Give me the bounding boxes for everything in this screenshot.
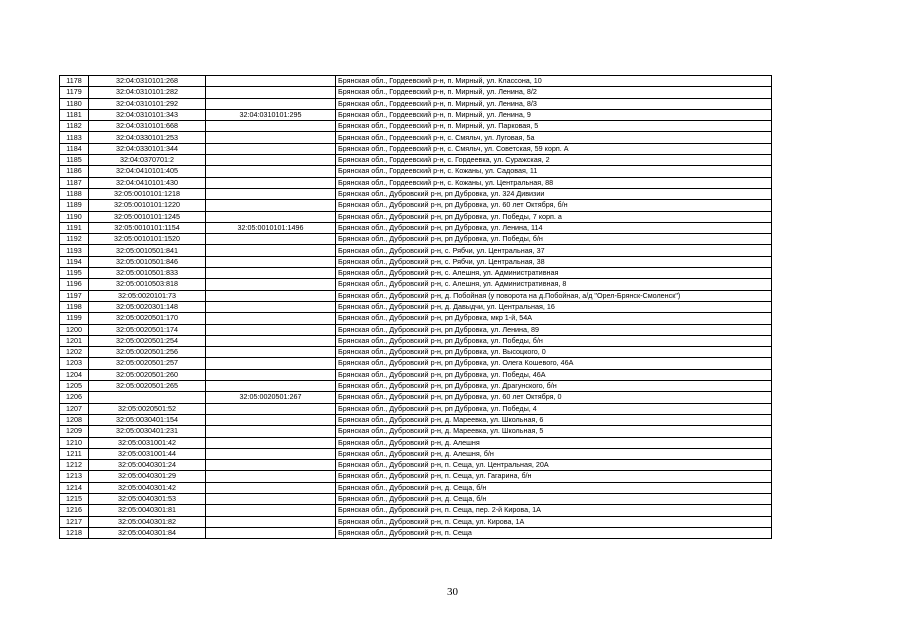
row-number-cell: 1192 xyxy=(60,234,89,245)
linked-cadastral-number-cell xyxy=(206,98,336,109)
address-cell: Брянская обл., Дубровский р-н, рп Дубровка, ул. Победы, 7 корп. а xyxy=(336,211,772,222)
cadastral-number-cell xyxy=(89,392,206,403)
table-row xyxy=(60,301,772,312)
row-number-cell: 1202 xyxy=(60,347,89,358)
row-number-cell: 1195 xyxy=(60,268,89,279)
cadastral-number-cell: 32:05:0020501:256 xyxy=(89,347,206,358)
address-cell: Брянская обл., Дубровский р-н, д. Сеща, б/н xyxy=(336,493,772,504)
table-row xyxy=(60,121,772,132)
table-row xyxy=(60,392,772,403)
cadastral-number-cell: 32:05:0040301:53 xyxy=(89,493,206,504)
address-cell: Брянская обл., Дубровский р-н, с. Рябчи, ул. Центральная, 37 xyxy=(336,245,772,256)
row-number-cell: 1209 xyxy=(60,426,89,437)
linked-cadastral-number-cell xyxy=(206,437,336,448)
linked-cadastral-number-cell xyxy=(206,426,336,437)
row-number-cell: 1179 xyxy=(60,87,89,98)
cadastral-number-cell: 32:04:0410101:430 xyxy=(89,177,206,188)
cadastral-number-cell: 32:05:0040301:84 xyxy=(89,527,206,538)
row-number-cell: 1189 xyxy=(60,200,89,211)
table-row xyxy=(60,177,772,188)
row-number-cell: 1198 xyxy=(60,301,89,312)
cadastral-number-cell: 32:04:0310101:668 xyxy=(89,121,206,132)
table-row xyxy=(60,109,772,120)
cadastral-number-cell: 32:05:0040301:82 xyxy=(89,516,206,527)
row-number-cell: 1188 xyxy=(60,188,89,199)
cadastral-number-cell: 32:05:0010501:846 xyxy=(89,256,206,267)
address-cell: Брянская обл., Дубровский р-н, рп Дубровка, ул. 324 Дивизии xyxy=(336,188,772,199)
row-number-cell: 1200 xyxy=(60,324,89,335)
cadastral-number-cell: 32:05:0040301:42 xyxy=(89,482,206,493)
table-row xyxy=(60,155,772,166)
row-number-cell: 1204 xyxy=(60,369,89,380)
table-row xyxy=(60,448,772,459)
linked-cadastral-number-cell xyxy=(206,166,336,177)
cadastral-number-cell: 32:05:0020501:260 xyxy=(89,369,206,380)
address-cell: Брянская обл., Дубровский р-н, п. Сеща xyxy=(336,527,772,538)
cadastral-number-cell: 32:05:0010101:1218 xyxy=(89,188,206,199)
table-row xyxy=(60,505,772,516)
address-cell: Брянская обл., Дубровский р-н, рп Дубровка, ул. 60 лет Октября, 0 xyxy=(336,392,772,403)
cadastral-number-cell: 32:05:0031001:42 xyxy=(89,437,206,448)
cadastral-number-cell: 32:05:0030401:154 xyxy=(89,414,206,425)
cadastral-number-cell: 32:05:0040301:24 xyxy=(89,460,206,471)
cadastral-number-cell: 32:05:0010503:818 xyxy=(89,279,206,290)
row-number-cell: 1214 xyxy=(60,482,89,493)
address-cell: Брянская обл., Дубровский р-н, п. Сеща, ул. Гагарина, б/н xyxy=(336,471,772,482)
table-row xyxy=(60,369,772,380)
linked-cadastral-number-cell xyxy=(206,527,336,538)
table-row xyxy=(60,222,772,233)
address-cell: Брянская обл., Дубровский р-н, рп Дубровка, ул. Драгунского, б/н xyxy=(336,381,772,392)
table-row xyxy=(60,324,772,335)
address-cell: Брянская обл., Гордеевский р-н, п. Мирный, ул. Ленина, 8/3 xyxy=(336,98,772,109)
address-cell: Брянская обл., Дубровский р-н, рп Дубровка, ул. Олега Кошевого, 46А xyxy=(336,358,772,369)
address-cell: Брянская обл., Дубровский р-н, д. Алешня xyxy=(336,437,772,448)
linked-cadastral-number-cell xyxy=(206,313,336,324)
table-row xyxy=(60,471,772,482)
row-number-cell: 1205 xyxy=(60,381,89,392)
address-cell: Брянская обл., Дубровский р-н, п. Сеща, ул. Центральная, 20А xyxy=(336,460,772,471)
linked-cadastral-number-cell xyxy=(206,381,336,392)
row-number-cell: 1183 xyxy=(60,132,89,143)
linked-cadastral-number-cell xyxy=(206,177,336,188)
table-row xyxy=(60,381,772,392)
table-row xyxy=(60,98,772,109)
address-cell: Брянская обл., Дубровский р-н, д. Алешня, б/н xyxy=(336,448,772,459)
row-number-cell: 1208 xyxy=(60,414,89,425)
address-cell: Брянская обл., Гордеевский р-н, п. Мирный, ул. Ленина, 8/2 xyxy=(336,87,772,98)
linked-cadastral-number-cell xyxy=(206,200,336,211)
table-row xyxy=(60,426,772,437)
linked-cadastral-number-cell xyxy=(206,279,336,290)
table-row xyxy=(60,437,772,448)
linked-cadastral-number-cell xyxy=(206,403,336,414)
row-number-cell: 1206 xyxy=(60,392,89,403)
cadastral-number-cell: 32:05:0020501:254 xyxy=(89,335,206,346)
address-cell: Брянская обл., Дубровский р-н, д. Побойная (у поворота на д.Побойная, а/д "Орел-Брянск-Смоленск") xyxy=(336,290,772,301)
linked-cadastral-number-cell xyxy=(206,234,336,245)
table-row xyxy=(60,268,772,279)
table-row xyxy=(60,313,772,324)
row-number-cell: 1199 xyxy=(60,313,89,324)
address-cell: Брянская обл., Гордеевский р-н, с. Кожаны, ул. Центральная, 88 xyxy=(336,177,772,188)
cadastral-number-cell: 32:05:0040301:29 xyxy=(89,471,206,482)
cadastral-number-cell: 32:05:0010501:833 xyxy=(89,268,206,279)
table-row xyxy=(60,200,772,211)
row-number-cell: 1216 xyxy=(60,505,89,516)
linked-cadastral-number-cell xyxy=(206,121,336,132)
cadastral-number-cell: 32:04:0310101:292 xyxy=(89,98,206,109)
linked-cadastral-number-cell xyxy=(206,155,336,166)
table-row xyxy=(60,347,772,358)
row-number-cell: 1186 xyxy=(60,166,89,177)
registry-table xyxy=(59,75,772,539)
linked-cadastral-number-cell xyxy=(206,245,336,256)
row-number-cell: 1178 xyxy=(60,76,89,87)
row-number-cell: 1185 xyxy=(60,155,89,166)
address-cell: Брянская обл., Дубровский р-н, с. Рябчи, ул. Центральная, 38 xyxy=(336,256,772,267)
address-cell: Брянская обл., Дубровский р-н, рп Дубровка, ул. Победы, б/н xyxy=(336,335,772,346)
table-row xyxy=(60,403,772,414)
linked-cadastral-number-cell xyxy=(206,369,336,380)
cadastral-number-cell: 32:04:0330101:253 xyxy=(89,132,206,143)
cadastral-number-cell: 32:05:0010501:841 xyxy=(89,245,206,256)
table-row xyxy=(60,516,772,527)
cadastral-number-cell: 32:05:0020501:257 xyxy=(89,358,206,369)
linked-cadastral-number-cell xyxy=(206,132,336,143)
cadastral-number-cell: 32:04:0310101:343 xyxy=(89,109,206,120)
cadastral-number-cell: 32:04:0310101:268 xyxy=(89,76,206,87)
cadastral-number-cell: 32:05:0020301:148 xyxy=(89,301,206,312)
linked-cadastral-number-cell: 32:05:0010101:1496 xyxy=(206,222,336,233)
cadastral-number-cell: 32:04:0310101:282 xyxy=(89,87,206,98)
table-row xyxy=(60,527,772,538)
cadastral-number-cell: 32:05:0020501:174 xyxy=(89,324,206,335)
table-row xyxy=(60,234,772,245)
table-row xyxy=(60,335,772,346)
linked-cadastral-number-cell xyxy=(206,143,336,154)
cadastral-number-cell: 32:05:0020501:265 xyxy=(89,381,206,392)
row-number-cell: 1187 xyxy=(60,177,89,188)
row-number-cell: 1190 xyxy=(60,211,89,222)
linked-cadastral-number-cell xyxy=(206,211,336,222)
row-number-cell: 1210 xyxy=(60,437,89,448)
address-cell: Брянская обл., Дубровский р-н, рп Дубровка, ул. Ленина, 89 xyxy=(336,324,772,335)
address-cell: Брянская обл., Дубровский р-н, рп Дубровка, ул. Ленина, 114 xyxy=(336,222,772,233)
cadastral-number-cell: 32:05:0010101:1245 xyxy=(89,211,206,222)
cadastral-number-cell: 32:05:0010101:1520 xyxy=(89,234,206,245)
linked-cadastral-number-cell: 32:04:0310101:295 xyxy=(206,109,336,120)
linked-cadastral-number-cell xyxy=(206,471,336,482)
table-row xyxy=(60,188,772,199)
address-cell: Брянская обл., Дубровский р-н, рп Дубровка, ул. Победы, 4 xyxy=(336,403,772,414)
cadastral-number-cell: 32:04:0410101:405 xyxy=(89,166,206,177)
linked-cadastral-number-cell: 32:05:0020501:267 xyxy=(206,392,336,403)
table-row xyxy=(60,358,772,369)
address-cell: Брянская обл., Дубровский р-н, рп Дубровка, ул. Победы, 46А xyxy=(336,369,772,380)
row-number-cell: 1197 xyxy=(60,290,89,301)
table-row xyxy=(60,76,772,87)
address-cell: Брянская обл., Гордеевский р-н, п. Мирный, ул. Парковая, 5 xyxy=(336,121,772,132)
cadastral-number-cell: 32:05:0031001:44 xyxy=(89,448,206,459)
row-number-cell: 1180 xyxy=(60,98,89,109)
cadastral-number-cell: 32:04:0370701:2 xyxy=(89,155,206,166)
linked-cadastral-number-cell xyxy=(206,290,336,301)
linked-cadastral-number-cell xyxy=(206,335,336,346)
table-row xyxy=(60,414,772,425)
linked-cadastral-number-cell xyxy=(206,268,336,279)
row-number-cell: 1184 xyxy=(60,143,89,154)
cadastral-number-cell: 32:04:0330101:344 xyxy=(89,143,206,154)
cadastral-number-cell: 32:05:0020501:52 xyxy=(89,403,206,414)
linked-cadastral-number-cell xyxy=(206,358,336,369)
address-cell: Брянская обл., Гордеевский р-н, п. Мирный, ул. Ленина, 9 xyxy=(336,109,772,120)
address-cell: Брянская обл., Гордеевский р-н, с. Смяльч, ул. Луговая, 5а xyxy=(336,132,772,143)
table-row xyxy=(60,493,772,504)
linked-cadastral-number-cell xyxy=(206,505,336,516)
table-row xyxy=(60,460,772,471)
row-number-cell: 1218 xyxy=(60,527,89,538)
row-number-cell: 1181 xyxy=(60,109,89,120)
linked-cadastral-number-cell xyxy=(206,448,336,459)
address-cell: Брянская обл., Дубровский р-н, п. Сеща, ул. Кирова, 1А xyxy=(336,516,772,527)
cadastral-number-cell: 32:05:0010101:1154 xyxy=(89,222,206,233)
table-row xyxy=(60,211,772,222)
linked-cadastral-number-cell xyxy=(206,493,336,504)
address-cell: Брянская обл., Дубровский р-н, с. Алешня, ул. Административная, 8 xyxy=(336,279,772,290)
table-row xyxy=(60,290,772,301)
address-cell: Брянская обл., Дубровский р-н, рп Дубровка, ул. Высоцкого, 0 xyxy=(336,347,772,358)
cadastral-number-cell: 32:05:0010101:1220 xyxy=(89,200,206,211)
row-number-cell: 1207 xyxy=(60,403,89,414)
address-cell: Брянская обл., Дубровский р-н, рп Дубровка, ул. 60 лет Октября, б/н xyxy=(336,200,772,211)
linked-cadastral-number-cell xyxy=(206,460,336,471)
row-number-cell: 1211 xyxy=(60,448,89,459)
linked-cadastral-number-cell xyxy=(206,482,336,493)
linked-cadastral-number-cell xyxy=(206,188,336,199)
linked-cadastral-number-cell xyxy=(206,324,336,335)
row-number-cell: 1182 xyxy=(60,121,89,132)
linked-cadastral-number-cell xyxy=(206,516,336,527)
cadastral-number-cell: 32:05:0020101:73 xyxy=(89,290,206,301)
page-number: 30 xyxy=(447,586,458,598)
row-number-cell: 1194 xyxy=(60,256,89,267)
table-row xyxy=(60,87,772,98)
cadastral-number-cell: 32:05:0040301:81 xyxy=(89,505,206,516)
linked-cadastral-number-cell xyxy=(206,76,336,87)
table-row xyxy=(60,256,772,267)
row-number-cell: 1215 xyxy=(60,493,89,504)
address-cell: Брянская обл., Гордеевский р-н, с. Гордеевка, ул. Суражская, 2 xyxy=(336,155,772,166)
row-number-cell: 1213 xyxy=(60,471,89,482)
row-number-cell: 1217 xyxy=(60,516,89,527)
table-row xyxy=(60,143,772,154)
table-row xyxy=(60,132,772,143)
table-row xyxy=(60,166,772,177)
linked-cadastral-number-cell xyxy=(206,414,336,425)
row-number-cell: 1193 xyxy=(60,245,89,256)
linked-cadastral-number-cell xyxy=(206,256,336,267)
address-cell: Брянская обл., Дубровский р-н, рп Дубровка, ул. Победы, б/н xyxy=(336,234,772,245)
address-cell: Брянская обл., Дубровский р-н, д. Сеща, б/н xyxy=(336,482,772,493)
address-cell: Брянская обл., Дубровский р-н, п. Сеща, пер. 2-й Кирова, 1А xyxy=(336,505,772,516)
address-cell: Брянская обл., Дубровский р-н, д. Давыдчи, ул. Центральная, 16 xyxy=(336,301,772,312)
cadastral-number-cell: 32:05:0030401:231 xyxy=(89,426,206,437)
linked-cadastral-number-cell xyxy=(206,347,336,358)
row-number-cell: 1203 xyxy=(60,358,89,369)
address-cell: Брянская обл., Дубровский р-н, д. Мареевка, ул. Школьная, 6 xyxy=(336,414,772,425)
address-cell: Брянская обл., Гордеевский р-н, с. Смяльч, ул. Советская, 59 корп. А xyxy=(336,143,772,154)
row-number-cell: 1196 xyxy=(60,279,89,290)
registry-body xyxy=(60,76,772,539)
linked-cadastral-number-cell xyxy=(206,301,336,312)
cadastral-number-cell: 32:05:0020501:170 xyxy=(89,313,206,324)
linked-cadastral-number-cell xyxy=(206,87,336,98)
address-cell: Брянская обл., Дубровский р-н, д. Мареевка, ул. Школьная, 5 xyxy=(336,426,772,437)
table-row xyxy=(60,245,772,256)
address-cell: Брянская обл., Гордеевский р-н, п. Мирный, ул. Классона, 10 xyxy=(336,76,772,87)
row-number-cell: 1212 xyxy=(60,460,89,471)
table-row xyxy=(60,279,772,290)
address-cell: Брянская обл., Дубровский р-н, рп Дубровка, мкр 1-й, 54А xyxy=(336,313,772,324)
row-number-cell: 1191 xyxy=(60,222,89,233)
row-number-cell: 1201 xyxy=(60,335,89,346)
address-cell: Брянская обл., Гордеевский р-н, с. Кожаны, ул. Садовая, 11 xyxy=(336,166,772,177)
table-row xyxy=(60,482,772,493)
address-cell: Брянская обл., Дубровский р-н, с. Алешня, ул. Административная xyxy=(336,268,772,279)
